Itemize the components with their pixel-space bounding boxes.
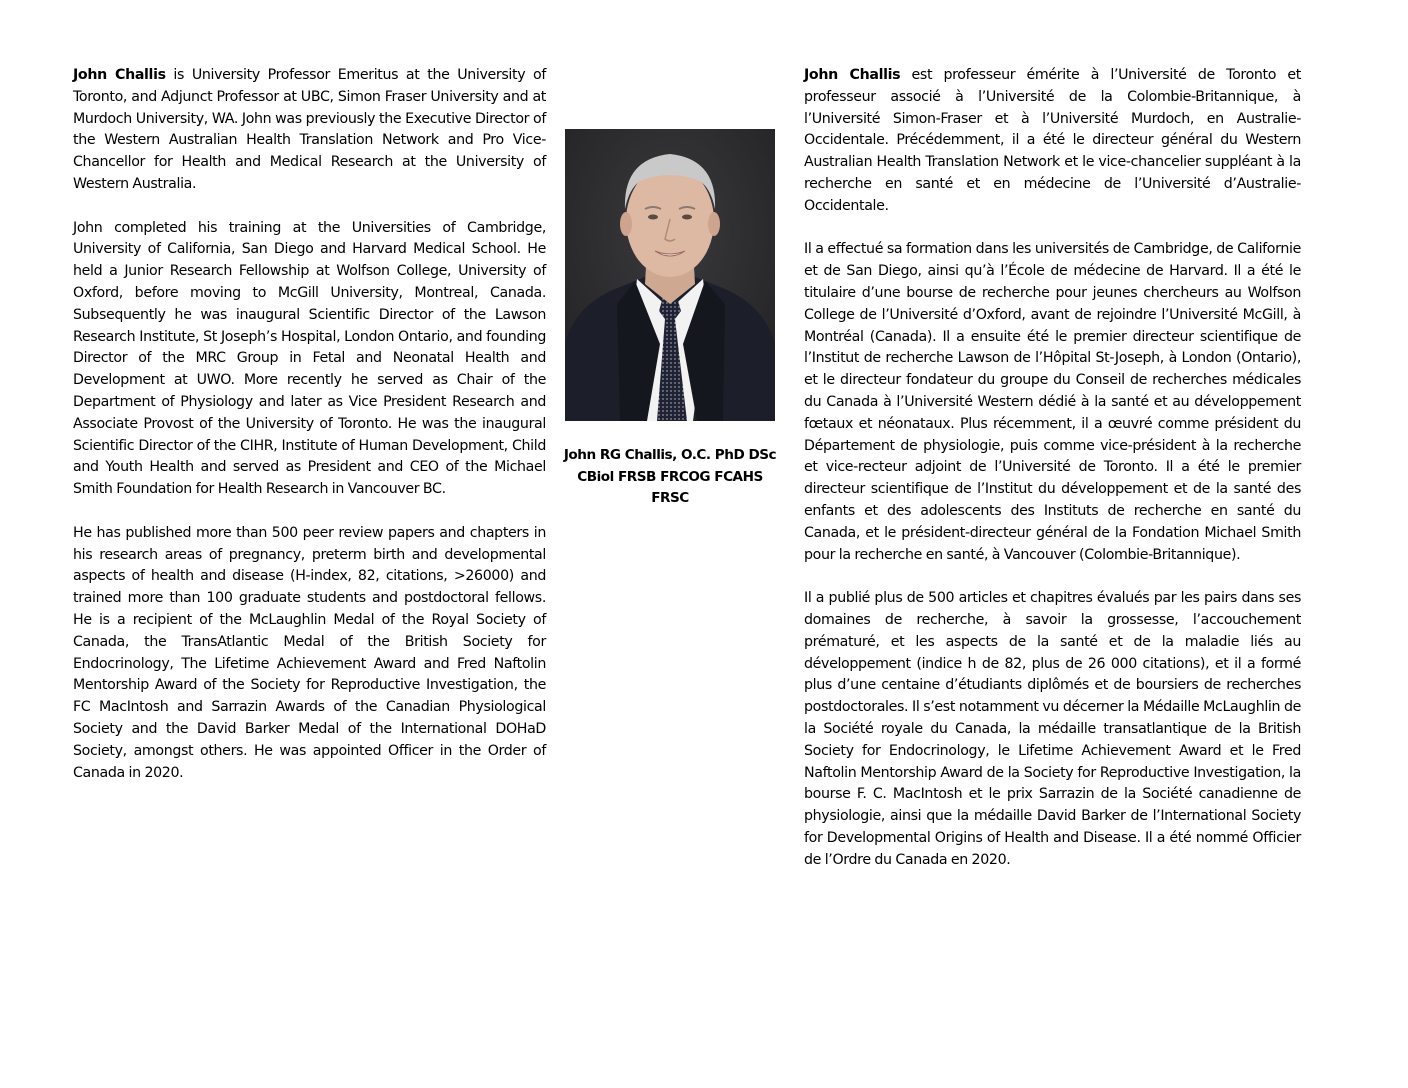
portrait-image: [565, 129, 775, 421]
english-bio-column: [73, 65, 546, 806]
french-bio-paragraph-2: Il a effectué sa formation dans les universités de Cambridge, de Californie et de San Diego, ainsi qu’à l’École de médecine de Harvard. Il a été le titulaire d’une bourse de recherche pour jeunes chercheurs au Wolfson College de l’Université d’Oxford, avant de rejoindre l’Université McGill, à Montréal (Canada). Il a ensuite été le premier directeur scientifique de l’Institut de recherche Lawson de l’Hôpital St-Joseph, à London (Ontario), et le directeur fondateur du groupe du Conseil de recherches médicales du Canada à l’Université Western dédié à la santé et au développement fœtaux et néonataux. Plus récemment, il a œuvré comme président du Département de physiologie, puis comme vice-président à la recherche et vice-recteur adjoint de l’Université de Toronto. Il a été le premier directeur scientifique de l’Institut du développement et de la santé des enfants et des adolescents des Instituts de recherche en santé du Canada, et le président-directeur général de la Fondation Michael Smith pour la recherche en santé, à Vancouver (Colombie-Britannique).: [804, 241, 1301, 563]
caption-line-2: CBiol FRSB FRCOG FCAHS: [577, 468, 763, 485]
french-bio-column: [804, 65, 1301, 893]
french-bio-paragraph-1: [804, 65, 1301, 218]
english-bio-paragraph-1-text: is University Professor Emeritus at the University of Toronto, and Adjunct Professor at UBC, Simon Fraser University and at Murdoch University, WA. John was previously the Executive Director of the Western Australian Health Translation Network and Pro Vice-Chancellor for Health and Medical Research at the University of Western Australia.: [73, 67, 547, 192]
english-bio-paragraph-1: [73, 65, 546, 196]
caption-line-1: John RG Challis, O.C. PhD DSc: [563, 447, 777, 463]
english-bio-paragraph-2: John completed his training at the Universities of Cambridge, University of California, San Diego and Harvard Medical School. He held a Junior Research Fellowship at Wolfson College, University of Oxford, before moving to McGill University, Montreal, Canada. Subsequently he was inaugural Scientific Director of the Lawson Research Institute, St Joseph’s Hospital, London Ontario, and founding Director of the MRC Group in Fetal and Neonatal Health and Development at UWO. More recently he served as Chair of the Department of Physiology and later as Vice President Research and Associate Provost of the University of Toronto. He was the inaugural Scientific Director of the CIHR, Institute of Human Development, Child and Youth Health and served as President and CEO of the Michael Smith Foundation for Health Research in Vancouver BC.: [73, 219, 546, 498]
french-bio-paragraph-3: Il a publié plus de 500 articles et chapitres évalués par les pairs dans ses domaines de recherche, à savoir la grossesse, l’accouchement prématuré, et les aspects de la santé et de la maladie liés au développement (indice h de 82, plus de 26 000 citations), et il a formé plus d’une centaine d’étudiants diplômés et de boursiers de recherches postdoctorales. Il s’est notamment vu décerner la Médaille McLaughlin de la Société royale du Canada, la médaille transatlantique de la British Society for Endocrinology, le Lifetime Achievement Award et le Fred Naftolin Mentorship Award de la Society for Reproductive Investigation, la bourse F. C. MacIntosh et le prix Sarrazin de la Société canadienne de physiologie, ainsi que la médaille David Barker de l’International Society for Developmental Origins of Health and Disease. Il a été nommé Officier de l’Ordre du Canada en 2020.: [804, 590, 1301, 868]
english-bio-name: John Challis: [73, 67, 166, 83]
english-bio-paragraph-3: He has published more than 500 peer review papers and chapters in his research areas of pregnancy, preterm birth and developmental aspects of health and disease (H-index, 82, citations, >26000) and trained more than 100 graduate students and postdoctoral fellows. He is a recipient of the McLaughlin Medal of the Royal Society of Canada, the TransAtlantic Medal of the British Society for Endocrinology, The Lifetime Achievement Award and Fred Naftolin Mentorship Award of the Society for Reproductive Investigation, the FC MacIntosh and Sarrazin Awards of the Canadian Physiological Society and the David Barker Medal of the International DOHaD Society, amongst others. He was appointed Officer in the Order of Canada in 2020.: [73, 524, 546, 781]
portrait-photo: [565, 129, 775, 421]
portrait-caption: [556, 445, 784, 510]
french-bio-name: John Challis: [804, 67, 901, 83]
caption-line-3: FRSC: [651, 490, 689, 507]
french-bio-paragraph-1-text: est professeur émérite à l’Université de Toronto et professeur associé à l’Université de la Colombie-Britannique, à l’Université Simon-Fraser et à l’Université Murdoch, en Australie-Occidentale. Précédemment, il a été le directeur général du Western Australian Health Translation Network et le vice-chancelier suppléant à la recherche en santé et en médecine de l’Université d’Australie-Occidentale.: [804, 67, 1301, 214]
